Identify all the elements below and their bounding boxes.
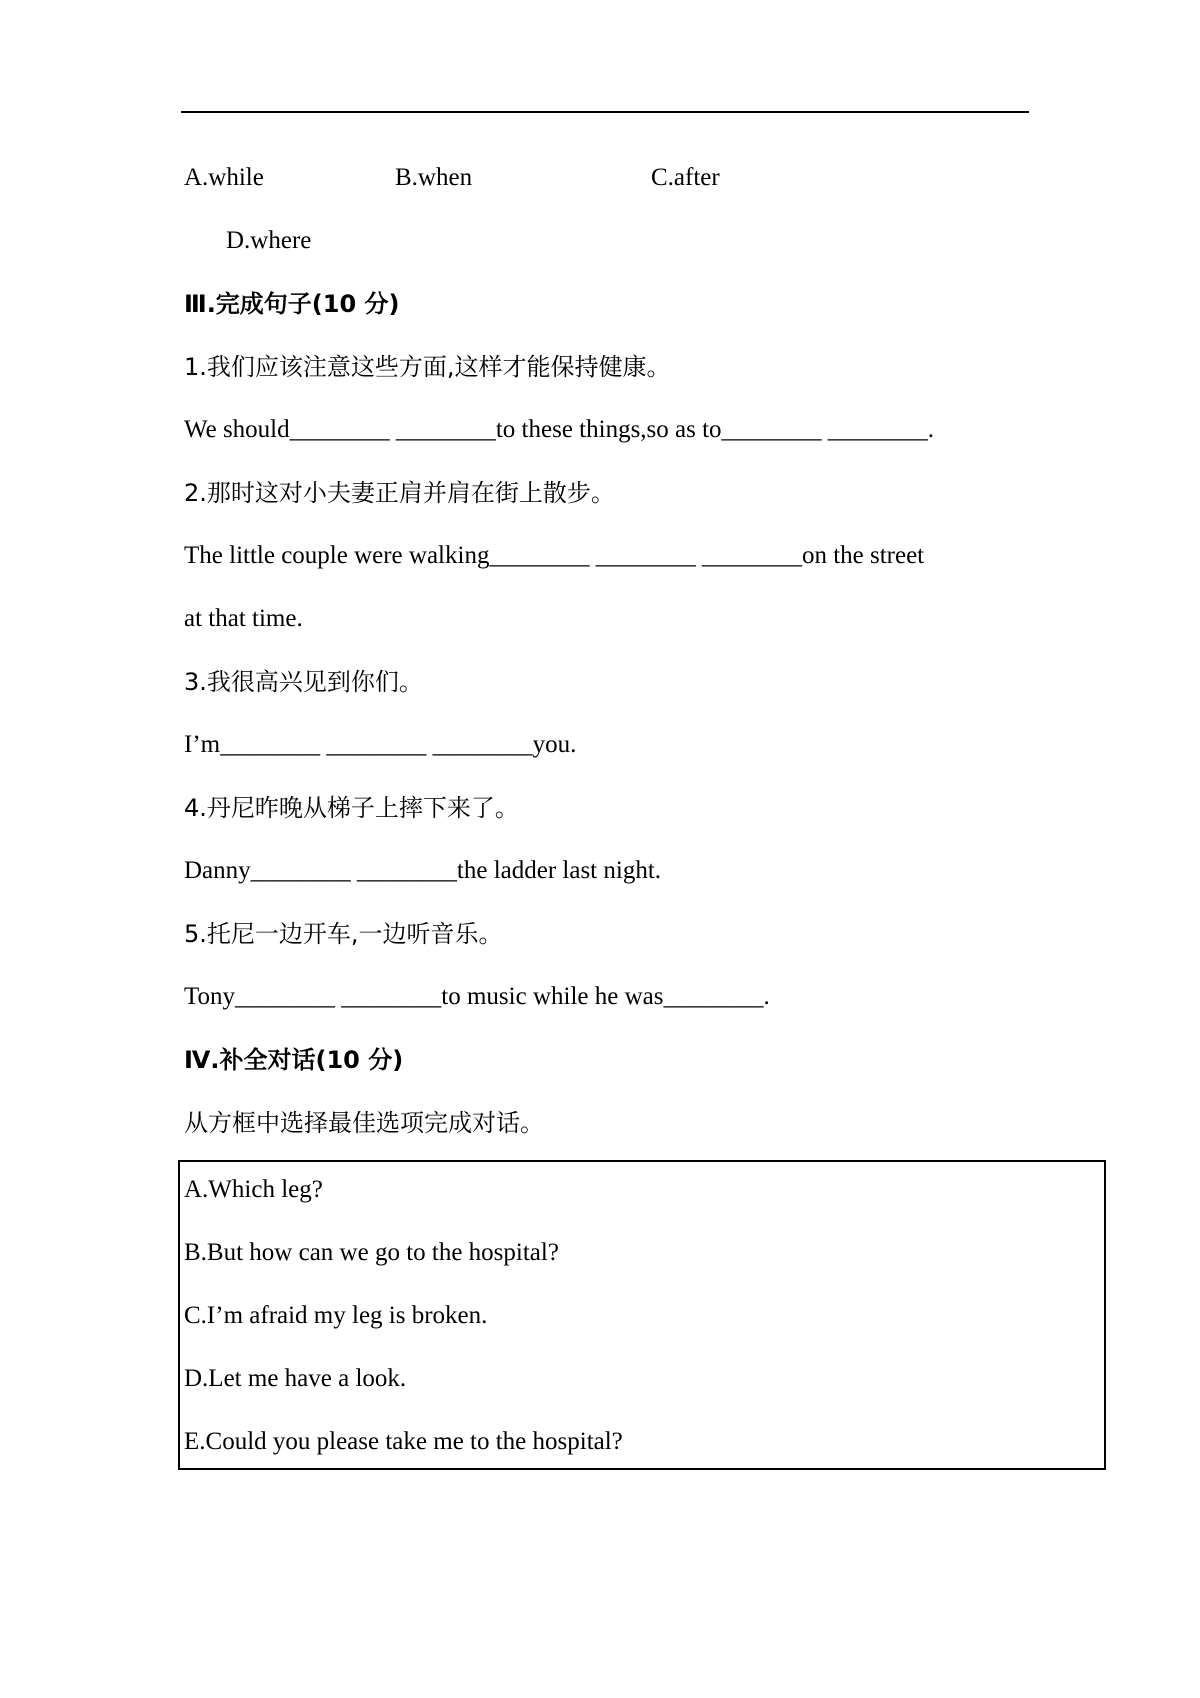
item-4-english: Danny________ ________the ladder last night. [184, 857, 662, 884]
option-d: D.where [226, 227, 312, 254]
box-option-d: D.Let me have a look. [184, 1365, 407, 1392]
item-3-chinese: 3.我很高兴见到你们。 [184, 668, 423, 696]
section-4-heading: Ⅳ.补全对话(10 分) [184, 1046, 404, 1074]
options-box [178, 1160, 1106, 1470]
section-4-instruction: 从方框中选择最佳选项完成对话。 [184, 1109, 544, 1137]
box-option-a: A.Which leg? [184, 1176, 323, 1203]
item-5-english: Tony________ ________to music while he was________. [184, 983, 770, 1010]
item-2-english-cont: at that time. [184, 605, 303, 632]
option-c: C.after [651, 164, 720, 191]
answer-line [181, 111, 1029, 113]
section-3-heading: Ⅲ.完成句子(10 分) [184, 290, 400, 318]
item-1-english: We should________ ________to these things,so as to________ ________. [184, 416, 935, 443]
item-4-chinese: 4.丹尼昨晚从梯子上摔下来了。 [184, 794, 519, 822]
box-option-c: C.I’m afraid my leg is broken. [184, 1302, 488, 1329]
item-1-chinese: 1.我们应该注意这些方面,这样才能保持健康。 [184, 353, 671, 381]
item-2-chinese: 2.那时这对小夫妻正肩并肩在街上散步。 [184, 479, 615, 507]
item-3-english: I’m________ ________ ________you. [184, 731, 577, 758]
item-2-english: The little couple were walking________ ________ ________on the street [184, 542, 925, 569]
option-b: B.when [395, 164, 473, 191]
option-a: A.while [184, 164, 264, 191]
box-option-b: B.But how can we go to the hospital? [184, 1239, 559, 1266]
box-option-e: E.Could you please take me to the hospital? [184, 1428, 623, 1455]
item-5-chinese: 5.托尼一边开车,一边听音乐。 [184, 920, 503, 948]
